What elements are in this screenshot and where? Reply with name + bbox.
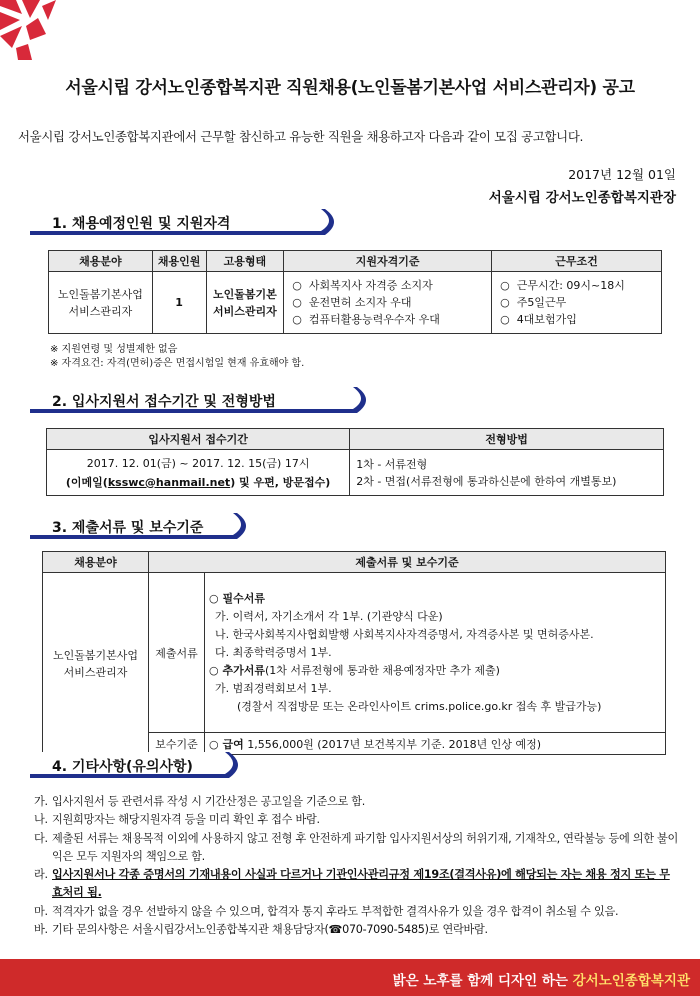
section-2-table — [46, 428, 664, 496]
section-3-table — [42, 551, 666, 755]
list-item: 나. 지원희망자는 해당지원자격 등을 미리 확인 후 접수 바람. — [34, 813, 320, 827]
field-line: 서비스관리자 — [68, 304, 133, 318]
intro-text: 서울시립 강서노인종합복지관에서 근무할 참신하고 유능한 직원을 채용하고자 다음과 같이 모집 공고합니다. — [18, 129, 584, 144]
additional-title: ○ 추가서류(1차 서류전형에 통과한 채용예정자만 추가 제출) — [209, 663, 500, 677]
list-item: 가. 이력서, 자기소개서 각 1부. (기관양식 다운) — [215, 609, 443, 623]
logo-icon — [0, 0, 60, 60]
list-item: (경찰서 직접방문 또는 온라인사이트 crims.police.go.kr 접속 후 발급가능) — [237, 699, 602, 713]
section-4-heading — [27, 752, 249, 778]
section-2-heading — [27, 387, 377, 413]
email-link[interactable]: ksswc@hanmail.net — [107, 475, 231, 489]
method-text: (이메일(ksswc@hanmail.net) 및 우편, 방문접수) — [65, 475, 331, 489]
field-line: 노인돌봄기본사업 — [57, 287, 143, 301]
required-title: ○ 필수서류 — [209, 591, 265, 605]
list-item: 바. 기타 문의사항은 서울시립강서노인종합복지관 채용담당자(☎070-7090-5485)로 연락바람. — [34, 923, 488, 937]
list-item: 가. 범죄경력회보서 1부. — [215, 681, 332, 695]
table-header: 고용형태 — [206, 251, 284, 272]
footer-slogan: 밝은 노후를 함께 디자인 하는 강서노인종합복지관 — [392, 973, 690, 989]
list-item: ○ 근무시간: 09시~18시 — [500, 279, 625, 292]
table-header: 제출서류 및 보수기준 — [149, 552, 666, 573]
footer-band — [0, 959, 700, 996]
period-cell — [47, 450, 350, 496]
list-item: ○ 운전면허 소지자 우대 — [292, 296, 412, 309]
section-2-title: 2. 입사지원서 접수기간 및 전형방법 — [52, 394, 276, 410]
list-item: 다. 최종학력증명서 1부. — [215, 645, 332, 659]
list-item: 다. 제출된 서류는 채용목적 이외에 사용하지 않고 전형 후 안전하게 파기함 입사지원서상의 허위기재, 기재착오, 연락불능 등에 의한 불이익은 모두 지원자의 책임으로 함. — [34, 831, 678, 863]
section-3-title: 3. 제출서류 및 보수기준 — [52, 520, 204, 536]
signer: 서울시립 강서노인종합복지관장 — [488, 190, 676, 206]
field-cell — [43, 573, 149, 755]
page-title: 서울시립 강서노인종합복지관 직원채용(노인돌봄기본사업 서비스관리자) 공고 — [65, 78, 635, 98]
field-line: 서비스관리자 — [63, 665, 128, 679]
table-header: 채용분야 — [49, 251, 153, 272]
type-line: 노인돌봄기본 — [213, 287, 277, 301]
docs-label: 제출서류 — [149, 573, 205, 733]
type-line: 서비스관리자 — [213, 304, 277, 318]
table-header: 채용분야 — [43, 552, 149, 573]
docs-cell — [205, 573, 666, 733]
list-item: ○ 4대보험가입 — [500, 313, 577, 326]
section-1-title: 1. 채용예정인원 및 지원자격 — [52, 216, 231, 232]
count-cell: 1 — [152, 272, 206, 334]
section-1-notes — [50, 343, 304, 371]
section-4-title: 4. 기타사항(유의사항) — [52, 759, 193, 775]
list-item: 1차 - 서류전형 — [356, 457, 428, 471]
notice-list — [34, 793, 680, 939]
period-text: 2017. 12. 01(금) ~ 2017. 12. 15(금) 17시 — [86, 456, 310, 470]
notice-date: 2017년 12월 01일 — [568, 167, 676, 182]
table-header: 전형방법 — [350, 429, 664, 450]
pay-label: 보수기준 — [149, 733, 205, 755]
list-item: 나. 한국사회복지사협회발행 사회복지사자격증명서, 자격증사본 및 면허증사본. — [215, 627, 594, 641]
table-header: 근무조건 — [492, 251, 662, 272]
type-cell — [206, 272, 284, 334]
section-1-table — [48, 250, 662, 334]
condition-cell — [492, 272, 662, 334]
field-line: 노인돌봄기본사업 — [52, 648, 138, 662]
list-item: 마. 적격자가 없을 경우 선발하지 않을 수 있으며, 합격자 통지 후라도 부적합한 결격사유가 있을 경우 합격이 취소될 수 있음. — [34, 904, 619, 918]
list-item: ○ 컴퓨터활용능력우수자 우대 — [292, 313, 440, 326]
list-item: 가. 입사지원서 등 관련서류 작성 시 기간산정은 공고일을 기준으로 함. — [34, 795, 365, 808]
method-cell — [350, 450, 664, 496]
table-header: 채용인원 — [152, 251, 206, 272]
list-item: 라. 입사지원서나 각종 증명서의 기재내용이 사실과 다르거나 기관인사관리규정 제19조(결격사유)에 해당되는 자는 채용 정지 또는 무효처리 됨. — [34, 868, 670, 900]
note-line: ※ 자격요건: 자격(면허)증은 면접시험일 현재 유효해야 함. — [50, 358, 305, 369]
section-1-heading — [27, 209, 345, 235]
section-3-heading — [27, 513, 257, 539]
list-item: 2차 - 면접(서류전형에 통과하신분에 한하여 개별통보) — [356, 474, 617, 488]
note-line: ※ 지원연령 및 성별제한 없음 — [50, 344, 178, 355]
list-item: ○ 주5일근무 — [500, 296, 567, 309]
pay-cell: ○ 급여 1,556,000원 (2017년 보건복지부 기준. 2018년 인상 예정) — [205, 733, 666, 755]
table-header: 입사지원서 접수기간 — [47, 429, 350, 450]
field-cell — [49, 272, 153, 334]
table-header: 지원자격기준 — [284, 251, 492, 272]
qualification-cell — [284, 272, 492, 334]
list-item: ○ 사회복지사 자격증 소지자 — [292, 279, 433, 292]
